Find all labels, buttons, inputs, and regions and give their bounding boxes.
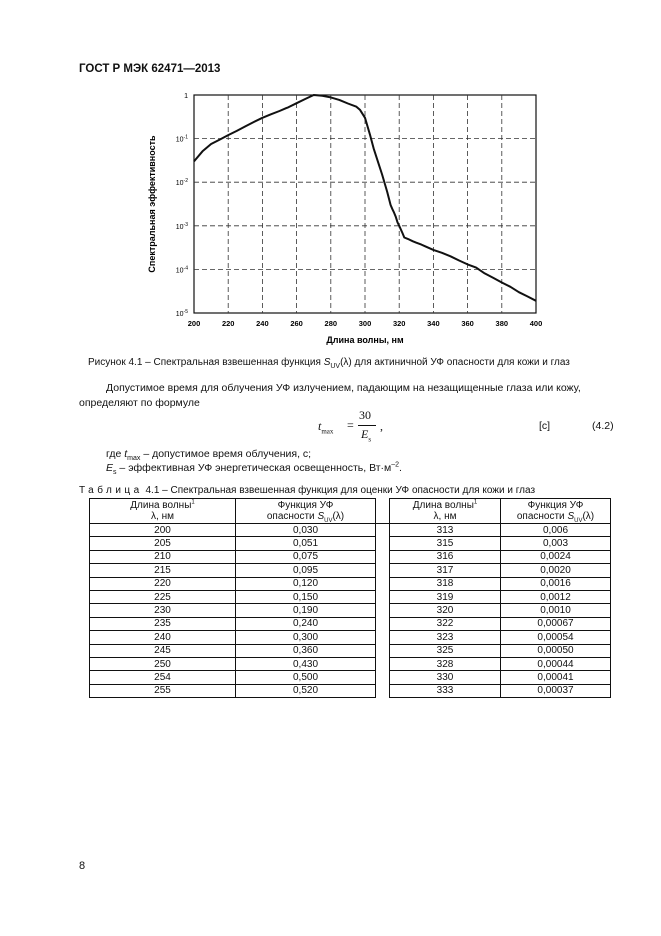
y-tick-exp: -4 [183,265,188,272]
wavelength-cell: 322 [390,617,501,630]
table-row [90,537,611,550]
table-gap [376,499,390,524]
x-tick-label: 320 [392,319,406,328]
function-cell: 0,360 [236,644,376,657]
table-row [90,671,611,684]
function-cell: 0,00037 [501,684,611,697]
where-t-text: – допустимое время облучения, с; [140,448,312,460]
function-cell: 0,00067 [501,617,611,630]
wavelength-cell: 319 [390,590,501,603]
paragraph-line-2: определяют по формуле [79,397,200,409]
function-cell: 0,240 [236,617,376,630]
x-tick-label: 240 [256,319,269,328]
function-cell: 0,0012 [501,590,611,603]
table-gap-cell [376,577,390,590]
where-e-sub: s [113,469,117,477]
wavelength-cell: 323 [390,631,501,644]
y-tick-base: 10 [175,223,184,231]
wavelength-cell: 316 [390,550,501,563]
function-cell: 0,430 [236,657,376,670]
wavelength-cell: 320 [390,604,501,617]
x-tick-label: 300 [358,319,372,328]
wavelength-cell: 230 [90,604,236,617]
where-e-end: . [399,462,402,474]
where-prefix: где [106,448,125,460]
header-wavelength-right-line2: λ, нм [433,511,457,522]
function-cell: 0,0024 [501,550,611,563]
table-row [90,631,611,644]
table-gap-cell [376,617,390,630]
wavelength-cell: 330 [390,671,501,684]
where-t-symbol: t [124,448,128,460]
table-row [90,550,611,563]
formula-denominator-symbol: E [361,427,369,441]
table-gap-cell [376,631,390,644]
wavelength-cell: 315 [390,537,501,550]
function-cell: 0,006 [501,524,611,537]
table-gap-cell [376,564,390,577]
table-row [90,524,611,537]
where-e-text: – эффективная УФ энергетическая освещенность, Вт·м [116,462,392,474]
wavelength-cell: 215 [90,564,236,577]
table-header-row [90,499,611,524]
wavelength-cell: 205 [90,537,236,550]
header-wavelength-right-sup: 1 [473,499,478,506]
equation-number: (4.2) [592,420,614,432]
y-tick-exp: -5 [183,309,188,315]
function-cell: 0,0020 [501,564,611,577]
formula-comma: , [380,419,383,433]
function-cell: 0,300 [236,631,376,644]
wavelength-cell: 235 [90,617,236,630]
table-caption [79,485,535,496]
where-e-exp: –2 [391,461,400,469]
formula-lhs-symbol: t [318,419,322,433]
table-caption-text: 4.1 – Спектральная взвешенная функция для оценки УФ опасности для кожи и глаз [142,485,536,496]
x-tick-label: 200 [187,319,201,328]
wavelength-cell: 317 [390,564,501,577]
table-row [90,657,611,670]
spectral-chart [140,85,550,350]
function-cell: 0,095 [236,564,376,577]
table-row [90,604,611,617]
where-line-2 [106,461,402,476]
function-cell: 0,0010 [501,604,611,617]
y-tick-label [184,93,188,100]
wavelength-cell: 318 [390,577,501,590]
header-function-arg: (λ) [332,511,345,522]
wavelength-cell: 250 [90,657,236,670]
fraction-bar [358,425,376,426]
formula-numerator: 30 [359,408,371,422]
x-tick-label: 220 [221,319,235,328]
function-cell: 0,00050 [501,644,611,657]
header-function-right-line1: Функция УФ [527,500,584,511]
x-tick-label: 400 [529,319,543,328]
formula-lhs [318,419,333,434]
function-cell: 0,520 [236,684,376,697]
y-tick-label [176,265,188,274]
where-t-sub: max [127,455,141,463]
table-gap-cell [376,684,390,697]
header-wavelength-right-line1: Длина волны [412,500,474,511]
y-tick-base: 10 [175,180,184,188]
wavelength-cell: 225 [90,590,236,603]
table-row [90,684,611,697]
y-tick-label [176,309,188,318]
table-gap-cell [376,604,390,617]
header-function-line1: Функция УФ [277,500,334,511]
table-gap-cell [376,537,390,550]
where-e-symbol: E [106,462,114,474]
function-cell: 0,150 [236,590,376,603]
table-row [90,577,611,590]
function-cell: 0,00054 [501,631,611,644]
caption-symbol: S [323,357,331,368]
table-caption-word: Таблица [79,485,143,496]
function-cell: 0,500 [236,671,376,684]
wavelength-cell: 254 [90,671,236,684]
wavelength-cell: 245 [90,644,236,657]
wavelength-cell: 210 [90,550,236,563]
figure-caption [88,357,570,368]
y-tick-base: 10 [175,267,184,275]
table-row [90,644,611,657]
function-cell: 0,190 [236,604,376,617]
function-cell: 0,003 [501,537,611,550]
y-tick-exp: -1 [183,134,188,141]
y-tick-base: 1 [184,93,188,100]
table-row [90,590,611,603]
y-tick-exp: -2 [183,178,188,185]
wavelength-cell: 220 [90,577,236,590]
header-function-right-prefix: опасности [516,511,568,522]
header-function-right-symbol: S [567,511,575,522]
header-wavelength-line2: λ, нм [151,511,174,522]
function-cell: 0,0016 [501,577,611,590]
x-tick-label: 360 [461,319,474,328]
x-axis-label: Длина волны, нм [326,335,404,345]
y-tick-exp: -3 [183,221,188,228]
header-function-prefix: опасности [266,511,318,522]
function-cell: 0,075 [236,550,376,563]
header-function-sub: UV [324,518,333,524]
caption-arg: (λ) [340,357,352,368]
table-body [90,524,611,698]
table-gap-cell [376,657,390,670]
page-number: 8 [79,860,86,872]
wavelength-cell: 333 [390,684,501,697]
header-wavelength-right [390,499,501,524]
x-tick-label: 340 [427,319,440,328]
table-row [90,564,611,577]
y-tick-label [176,178,188,187]
header-wavelength [90,499,236,524]
y-tick-base: 10 [175,311,184,318]
x-tick-label: 280 [324,319,338,328]
wavelength-cell: 240 [90,631,236,644]
function-cell: 0,051 [236,537,376,550]
function-cell: 0,00041 [501,671,611,684]
function-cell: 0,030 [236,524,376,537]
x-tick-label: 260 [290,319,303,328]
y-tick-base: 10 [175,136,184,144]
table-gap-cell [376,524,390,537]
formula [318,408,398,444]
header-function [236,499,376,524]
spectral-table [89,498,611,698]
caption-symbol-sub: UV [330,363,341,370]
y-tick-label [176,135,188,144]
document-header: ГОСТ Р МЭК 62471—2013 [79,63,221,75]
where-line-1 [106,447,311,462]
table-gap-cell [376,590,390,603]
wavelength-cell: 328 [390,657,501,670]
formula-equals: = [347,418,354,432]
y-tick-label [176,222,188,231]
table-row [90,617,611,630]
header-wavelength-sup: 1 [191,499,195,506]
formula-reference: [c] [539,420,551,432]
paragraph-line-1: Допустимое время для облучения УФ излучением, падающим на незащищенные глаза или кожу, [106,382,581,394]
caption-prefix: Рисунок 4.1 – Спектральная взвешенная функция [88,357,324,368]
function-cell: 0,120 [236,577,376,590]
formula-denominator-sub: s [368,435,372,444]
header-function-right-sub: UV [574,518,583,524]
header-function-symbol: S [317,511,325,522]
formula-lhs-sub: max [321,427,334,436]
header-function-right [501,499,611,524]
series-line [194,95,536,301]
header-function-right-arg: (λ) [582,511,595,522]
wavelength-cell: 200 [90,524,236,537]
x-tick-label: 380 [495,319,509,328]
wavelength-cell: 325 [390,644,501,657]
table-gap-cell [376,550,390,563]
y-axis-label: Спектральная эффективность [147,135,157,273]
table-gap-cell [376,671,390,684]
caption-suffix: для актиничной УФ опасности для кожи и глаз [351,357,570,368]
wavelength-cell: 255 [90,684,236,697]
formula-denominator [361,427,371,442]
header-wavelength-line1: Длина волны [130,500,192,511]
wavelength-cell: 313 [390,524,501,537]
table-gap-cell [376,644,390,657]
function-cell: 0,00044 [501,657,611,670]
